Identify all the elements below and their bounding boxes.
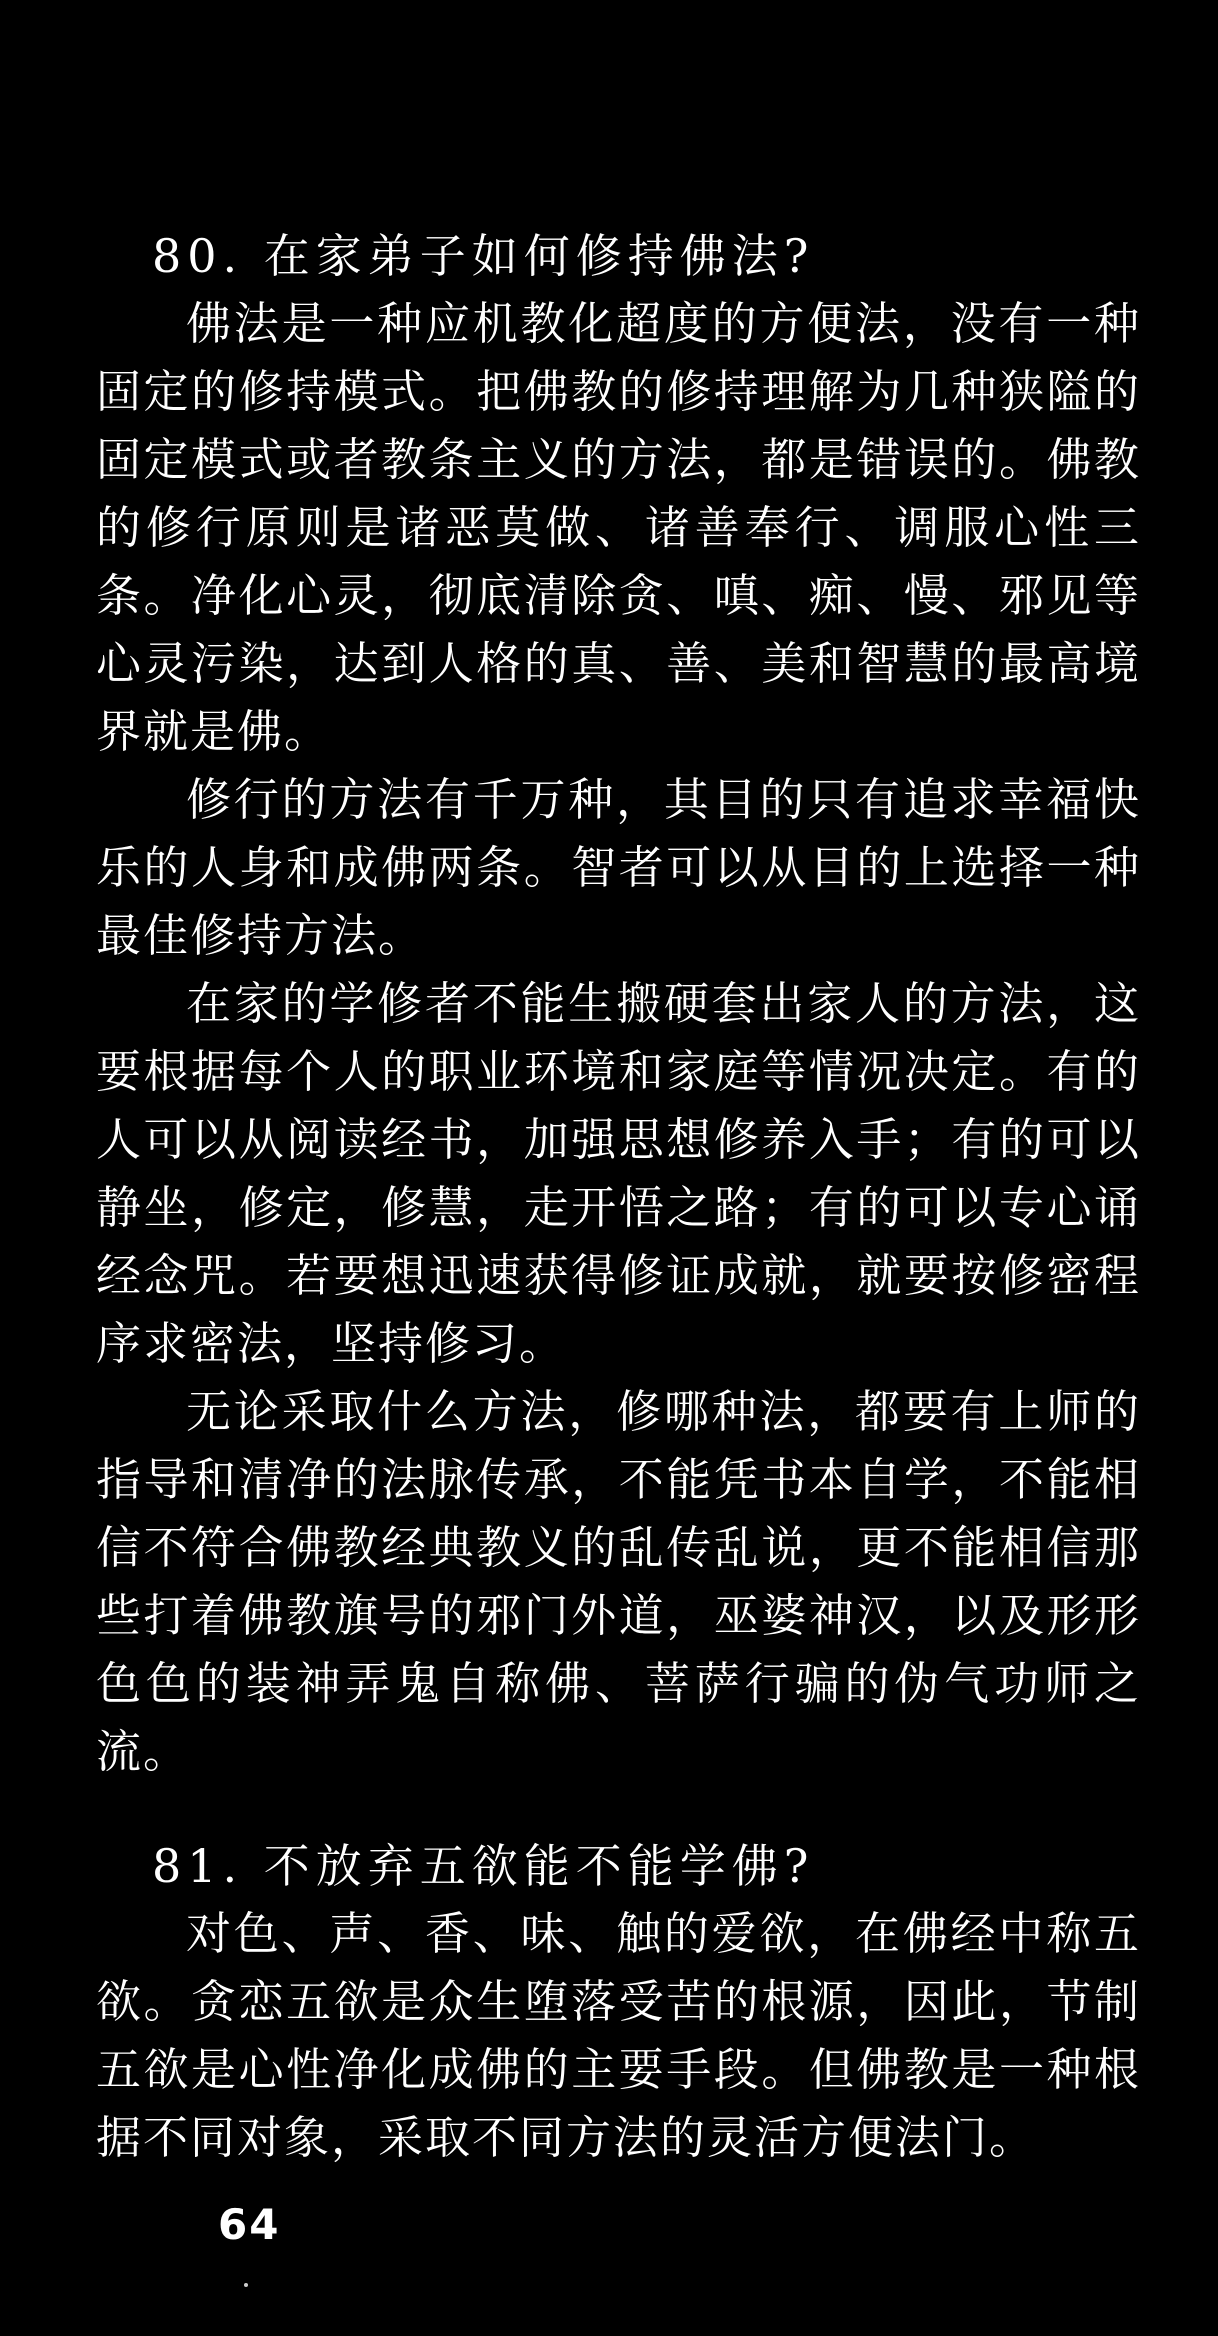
section-81-heading: 81. 不放弃五欲能不能学佛? [152, 1839, 815, 1893]
page-text-block [96, 222, 1141, 2172]
section-81-paragraph-1: 对色、声、香、味、触的爱欲，在佛经中称五欲。贪恋五欲是众生堕落受苦的根源，因此，节制五欲是心性净化成佛的主要手段。但佛教是一种根据不同对象，采取不同方法的灵活方便法门。 [96, 1907, 1141, 2164]
section-80-paragraph-1: 佛法是一种应机教化超度的方便法，没有一种固定的修持模式。把佛教的修持理解为几种狭隘的固定模式或者教条主义的方法，都是错误的。佛教的修行原则是诸恶莫做、诸善奉行、调服心性三条。净化心灵，彻底清除贪、嗔、痴、慢、邪见等心灵污染，达到人格的真、善、美和智慧的最高境界就是佛。 [96, 297, 1141, 758]
section-80-heading: 80. 在家弟子如何修持佛法? [152, 229, 815, 283]
section-80-paragraph-2: 修行的方法有千万种，其目的只有追求幸福快乐的人身和成佛两条。智者可以从目的上选择一种最佳修持方法。 [96, 773, 1141, 962]
section-80 [96, 222, 1141, 1786]
section-80-paragraph-3: 在家的学修者不能生搬硬套出家人的方法，这要根据每个人的职业环境和家庭等情况决定。有的人可以从阅读经书，加强思想修养入手；有的可以静坐，修定，修慧，走开悟之路；有的可以专心诵经念咒。若要想迅速获得修证成就，就要按修密程序求密法，坚持修习。 [96, 977, 1141, 1370]
section-80-paragraph-4: 无论采取什么方法，修哪种法，都要有上师的指导和清净的法脉传承，不能凭书本自学，不能相信不符合佛教经典教义的乱传乱说，更不能相信那些打着佛教旗号的邪门外道，巫婆神汉，以及形形色色的装神弄鬼自称佛、菩萨行骗的伪气功师之流。 [96, 1385, 1141, 1778]
page-number: 64 [218, 2200, 281, 2249]
section-81 [96, 1832, 1141, 2172]
scan-artifact-dot [244, 2283, 248, 2287]
